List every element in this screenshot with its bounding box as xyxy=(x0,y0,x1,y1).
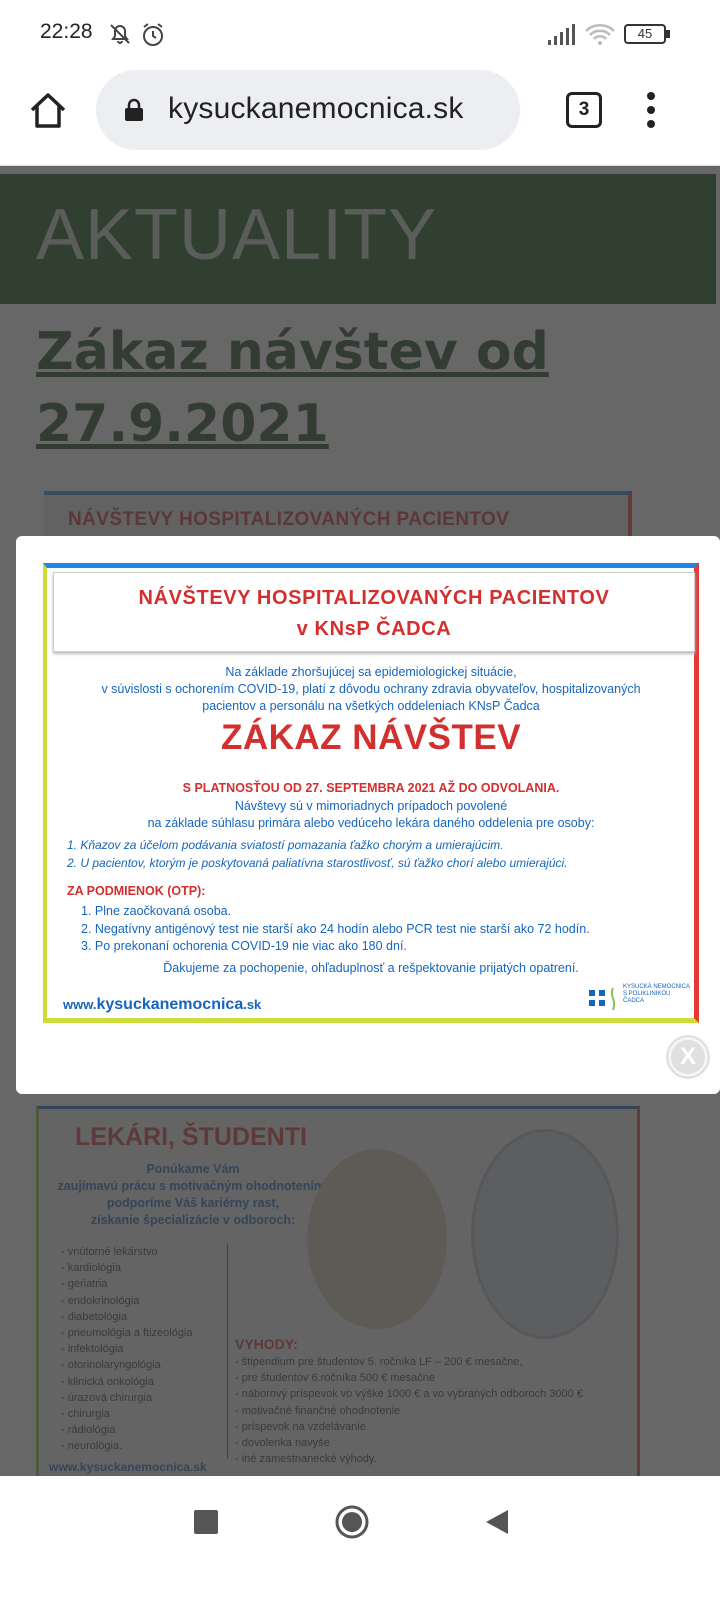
intro-line: v súvislosti s ochorením COVID-19, platí z dôvodu ochrany zdravia obyvateľov, hospitalizovaných xyxy=(101,682,641,696)
clock: 22:28 xyxy=(40,20,93,43)
address-bar[interactable] xyxy=(96,70,520,150)
visiting-ban-poster xyxy=(43,563,699,1023)
battery-indicator xyxy=(624,24,666,44)
poster-intro xyxy=(47,664,695,715)
tab-count: 3 xyxy=(578,99,590,120)
exceptions-list xyxy=(67,837,568,872)
home-icon[interactable] xyxy=(28,90,68,130)
lock-icon[interactable] xyxy=(124,98,144,122)
condition-item: 2. Negatívny antigénový test nie starší ako 24 hodín alebo PCR test nie starší ako 72 hodín. xyxy=(81,921,590,936)
signal-icon xyxy=(548,24,576,46)
logo-mark-icon xyxy=(587,986,621,1012)
system-navigation-bar xyxy=(0,1476,720,1600)
condition-item: 3. Po prekonaní ochorenia COVID-19 nie viac ako 180 dní. xyxy=(81,939,407,953)
allowed-line: na základe súhlasu primára alebo vedúceho lekára daného oddelenia pre osoby: xyxy=(147,816,595,830)
status-bar xyxy=(0,0,720,68)
url-text[interactable]: kysuckanemocnica.sk xyxy=(168,92,464,125)
poster-title-line-2: v KNsP ČADCA xyxy=(296,618,452,640)
conditions-title: ZA PODMIENOK (OTP): xyxy=(67,884,206,898)
recents-button[interactable] xyxy=(194,1510,218,1534)
condition-item: 1. Plne zaočkovaná osoba. xyxy=(81,904,232,918)
thanks-text: Ďakujeme za pochopenie, ohľaduplnosť a rešpektovanie prijatých opatrení. xyxy=(163,961,579,975)
logo-text: KYSUCKÁ NEMOCNICA S POLIKLINIKOU ČADCA xyxy=(623,984,690,1004)
exception-item: 2. U pacientov, ktorým je poskytovaná paliatívna starostlivosť, sú ťažko chorí alebo umierajúci. xyxy=(67,855,568,870)
ban-heading: ZÁKAZ NÁVŠTEV xyxy=(220,718,522,757)
url-prefix: www. xyxy=(63,997,97,1012)
intro-line: Na základe zhoršujúcej sa epidemiologickej situácie, xyxy=(225,665,517,679)
url-main: kysuckanemocnica xyxy=(96,996,244,1013)
hospital-logo xyxy=(587,980,697,1016)
wifi-icon xyxy=(584,22,616,48)
exception-item: 1. Kňazov za účelom podávania sviatostí pomazania ťažko chorým a umierajúcim. xyxy=(67,838,504,852)
allowed-text xyxy=(47,798,695,832)
close-modal-button[interactable] xyxy=(668,1037,708,1077)
battery-level: 45 xyxy=(637,26,653,41)
tab-switcher-button[interactable] xyxy=(566,92,602,128)
validity-text: S PLATNOSŤOU OD 27. SEPTEMBRA 2021 AŽ DO ODVOLANIA. xyxy=(182,781,560,795)
home-nav-button[interactable] xyxy=(334,1504,370,1540)
poster-url xyxy=(63,996,261,1014)
bell-off-icon xyxy=(108,22,132,46)
close-icon[interactable]: X xyxy=(679,1043,696,1070)
poster-title-line-1: NÁVŠTEVY HOSPITALIZOVANÝCH PACIENTOV xyxy=(138,587,610,609)
alarm-icon xyxy=(140,22,166,48)
conditions-list xyxy=(81,903,590,956)
poster-header xyxy=(53,572,695,652)
allowed-line: Návštevy sú v mimoriadnych prípadoch povolené xyxy=(234,799,508,813)
back-button[interactable] xyxy=(484,1508,510,1536)
battery-tip xyxy=(666,30,670,38)
url-suffix: .sk xyxy=(243,997,262,1012)
browser-toolbar xyxy=(0,68,720,166)
more-options-icon[interactable] xyxy=(644,90,658,130)
intro-line: pacientov a personálu na všetkých oddeleniach KNsP Čadca xyxy=(202,699,540,713)
